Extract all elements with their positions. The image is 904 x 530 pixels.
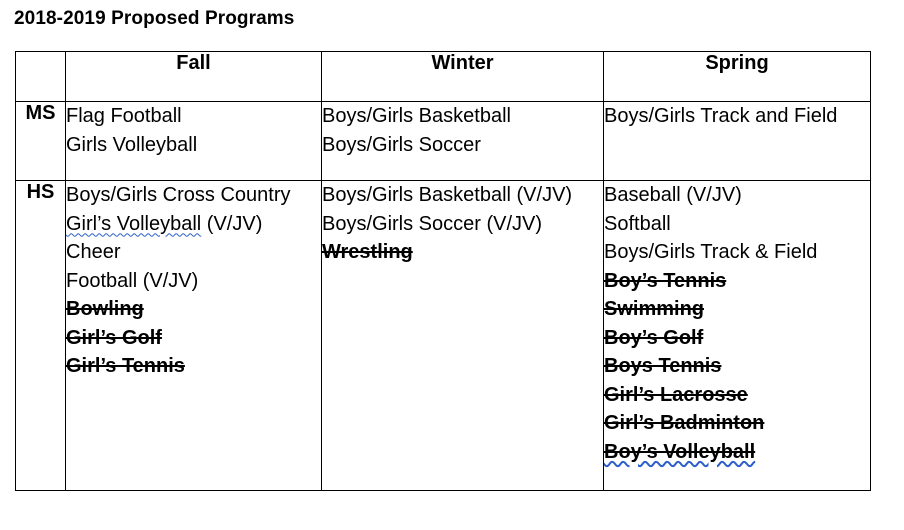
struck-list-item <box>604 438 870 467</box>
struck-list-item: Bowling <box>66 298 144 320</box>
table-row-ms <box>16 102 871 181</box>
column-header-spring: Spring <box>604 52 871 102</box>
struck-list-item: Swimming <box>604 298 705 320</box>
struck-list-item: Girl’s Badminton <box>604 412 765 434</box>
cell-ms-fall <box>66 102 322 181</box>
cell-hs-spring <box>604 181 871 491</box>
corner-cell <box>16 52 66 102</box>
spellcheck-marked-text: Boy’s Volleyball <box>604 440 756 463</box>
row-label-ms: MS <box>16 102 66 181</box>
list-item: Boys/Girls Cross Country <box>66 184 291 206</box>
table-row-hs <box>16 181 871 491</box>
list-item: Softball <box>604 212 671 235</box>
list-item: Boys/Girls Basketball (V/JV) <box>322 184 573 206</box>
struck-list-item: Boy’s Tennis <box>604 269 727 292</box>
row-label-hs: HS <box>16 181 66 491</box>
list-item: Boys/Girls Basketball <box>322 105 511 127</box>
list-item <box>66 210 321 239</box>
struck-list-item: Girl’s Lacrosse <box>604 383 748 406</box>
list-item: Cheer <box>66 241 121 263</box>
list-item: Boys/Girls Soccer <box>322 133 481 156</box>
spellcheck-marked-text: Girl’s Volleyball <box>66 212 202 235</box>
list-item-suffix: (V/JV) <box>201 212 263 235</box>
cell-hs-fall <box>66 181 322 491</box>
struck-list-item: Wrestling <box>322 241 413 263</box>
cell-hs-winter <box>322 181 604 491</box>
list-item: Boys/Girls Track and Field <box>604 105 838 127</box>
list-item: Football (V/JV) <box>66 269 199 292</box>
list-item: Flag Football <box>66 105 182 127</box>
struck-list-item: Girl’s Golf <box>66 326 162 349</box>
header-row <box>16 52 871 102</box>
struck-list-item: Boy’s Golf <box>604 326 704 349</box>
programs-table <box>15 51 871 491</box>
list-item: Boys/Girls Track & Field <box>604 241 818 263</box>
cell-ms-spring <box>604 102 871 181</box>
list-item: Girls Volleyball <box>66 133 198 156</box>
cell-ms-winter <box>322 102 604 181</box>
list-item: Baseball (V/JV) <box>604 184 742 206</box>
struck-list-item: Girl’s Tennis <box>66 355 185 377</box>
list-item: Boys/Girls Soccer (V/JV) <box>322 212 543 235</box>
page-title: 2018-2019 Proposed Programs <box>14 8 295 29</box>
column-header-fall: Fall <box>66 52 322 102</box>
struck-list-item: Boys Tennis <box>604 355 722 377</box>
column-header-winter: Winter <box>322 52 604 102</box>
